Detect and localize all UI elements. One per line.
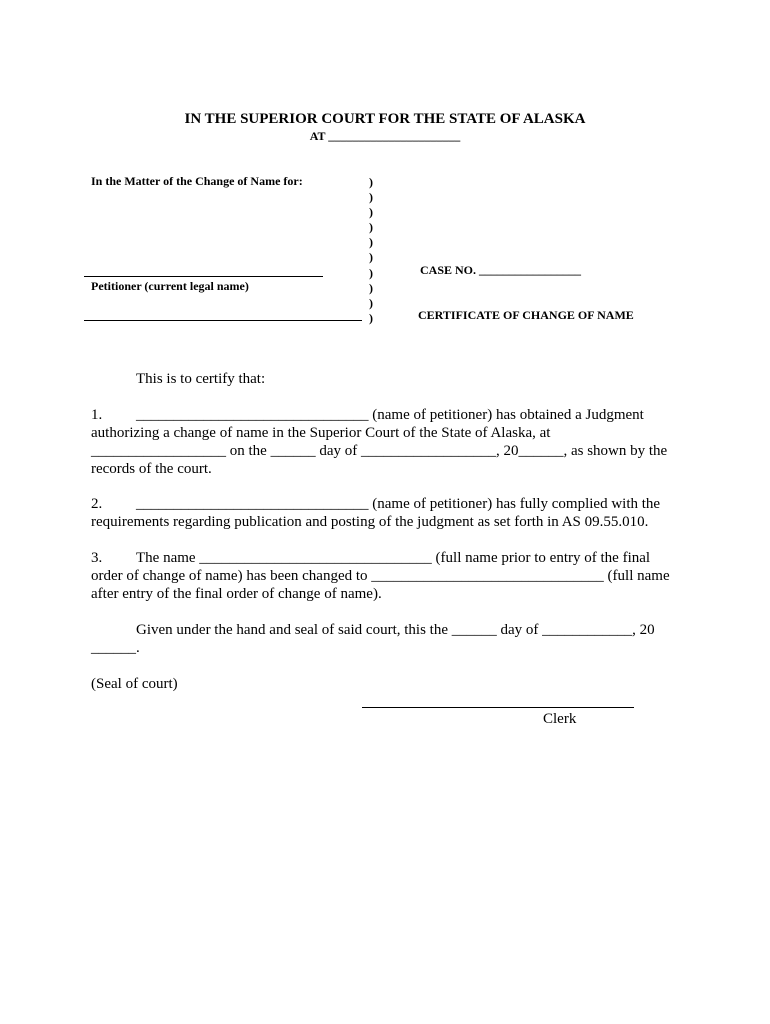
petitioner-signature-line: [84, 320, 362, 321]
item3-line1: The name _______________________________ (full name prior to entry of the final: [136, 550, 651, 566]
intro-text: This is to certify that:: [136, 371, 266, 387]
court-location-line: AT ______________________: [309, 129, 461, 143]
item2-line2: requirements regarding publication and posting of the judgment as set forth in AS 09.55.010.: [91, 514, 649, 530]
paren: ): [369, 265, 373, 280]
paren: ): [369, 280, 373, 295]
item1-line3: __________________ on the ______ day of __________________, 20______, as shown by the: [91, 443, 668, 459]
seal-label: (Seal of court): [91, 676, 178, 692]
item1-line4: records of the court.: [91, 461, 212, 477]
paren: ): [369, 175, 373, 189]
item3-line3: after entry of the final order of change of name).: [91, 586, 382, 602]
case-number: CASE NO. _________________: [420, 263, 582, 277]
item3-number: 3.: [91, 550, 103, 566]
paren: ): [369, 205, 373, 220]
item1-number: 1.: [91, 407, 103, 423]
paren: ): [369, 235, 373, 250]
given-line2: ______.: [91, 640, 140, 656]
clerk-label: Clerk: [543, 711, 577, 727]
clerk-signature-line: [362, 707, 634, 708]
given-line1: Given under the hand and seal of said court, this the ______ day of ____________, 20: [136, 622, 655, 638]
item2-line1: _______________________________ (name of petitioner) has fully complied with the: [136, 496, 661, 512]
matter-label: In the Matter of the Change of Name for:: [91, 174, 303, 188]
paren: ): [369, 295, 373, 310]
paren: ): [369, 190, 373, 205]
item1-line1: _______________________________ (name of petitioner) has obtained a Judgment: [136, 407, 644, 423]
paren: ): [369, 310, 373, 325]
petitioner-label: Petitioner (current legal name): [91, 279, 249, 293]
paren: ): [369, 220, 373, 235]
item2-number: 2.: [91, 496, 103, 512]
document-title: CERTIFICATE OF CHANGE OF NAME: [418, 308, 634, 322]
caption-divider: [369, 175, 373, 326]
item1-line2: authorizing a change of name in the Superior Court of the State of Alaska, at: [91, 425, 551, 441]
item3-line2: order of change of name) has been changed to _______________________________ (full name: [91, 568, 670, 584]
paren: ): [369, 250, 373, 265]
court-title: IN THE SUPERIOR COURT FOR THE STATE OF ALASKA: [184, 111, 586, 127]
petitioner-name-line: [84, 276, 323, 277]
